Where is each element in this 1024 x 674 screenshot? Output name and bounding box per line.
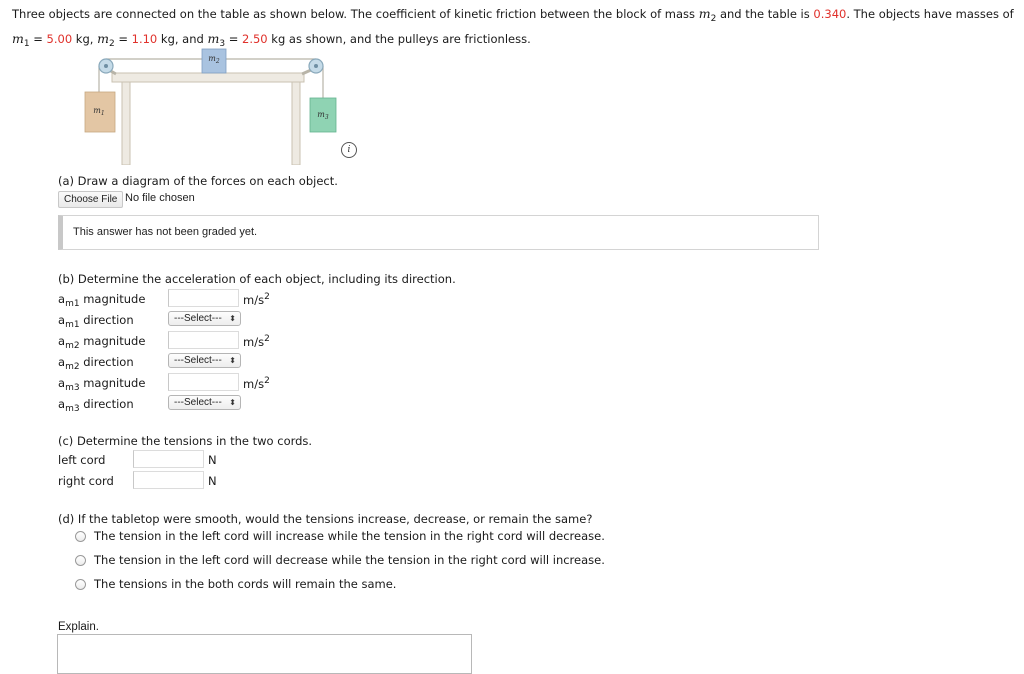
- table-top: [112, 73, 304, 82]
- mass-m3-value: 2.50: [242, 32, 268, 46]
- am3-unit: $m/s^2$: [243, 376, 270, 391]
- am2-direction-select[interactable]: ---Select--- ⬍: [168, 353, 241, 368]
- right-cord-label: right cord: [58, 474, 114, 488]
- option-3-radio[interactable]: [75, 579, 86, 590]
- mass-m1-value: 5.00: [46, 32, 73, 46]
- am3-magnitude-input[interactable]: [168, 373, 239, 391]
- friction-coefficient: 0.340: [813, 7, 847, 21]
- am1-direction-label: $a_{m1}$ direction: [58, 313, 134, 330]
- problem-statement: Three objects are connected on the table as shown below. The coefficient of kinetic friction between the block of mass $m_2$ and the table is 0.340. The objects have masses of $m_1 = 5.00$ kg, $m_2 = 1.10$ kg, and $m_3 = 2.50$ kg as shown, and the pulleys are frictionless.: [12, 6, 1014, 49]
- right-cord-input[interactable]: [133, 471, 204, 489]
- pulley-diagram: [82, 40, 362, 165]
- mass-m2-value: 1.10: [131, 32, 158, 46]
- explain-textarea[interactable]: [57, 634, 472, 674]
- part-c-question: (c) Determine the tensions in the two cords.: [58, 434, 313, 448]
- table-leg-right: [292, 82, 300, 165]
- choose-file-button[interactable]: Choose File: [58, 191, 123, 208]
- am1-unit: $m/s^2$: [243, 292, 270, 307]
- svg-text:m2: $m_2$: [208, 54, 220, 65]
- select-arrow-icon: ⬍: [229, 356, 236, 365]
- am2-magnitude-label: $a_{m2}$ magnitude: [58, 334, 146, 351]
- part-a-question: (a) Draw a diagram of the forces on each object.: [58, 174, 338, 188]
- am1-magnitude-input[interactable]: [168, 289, 239, 307]
- right-cord-unit: N: [208, 474, 217, 488]
- file-status: No file chosen: [125, 192, 195, 204]
- am1-direction-select[interactable]: ---Select--- ⬍: [168, 311, 241, 326]
- option-3-label[interactable]: The tensions in the both cords will remain the same.: [94, 577, 397, 591]
- am2-magnitude-input[interactable]: [168, 331, 239, 349]
- am3-magnitude-label: $a_{m3}$ magnitude: [58, 376, 146, 393]
- svg-text:m3: $m_3$: [317, 110, 329, 121]
- svg-text:m1: $m_1$: [93, 106, 105, 117]
- graded-notice-text: This answer has not been graded yet.: [73, 226, 258, 238]
- am3-direction-label: $a_{m3}$ direction: [58, 397, 134, 414]
- option-1-radio[interactable]: [75, 531, 86, 542]
- explain-label: Explain.: [58, 621, 99, 633]
- am2-unit: $m/s^2$: [243, 334, 270, 349]
- option-2-radio[interactable]: [75, 555, 86, 566]
- left-cord-input[interactable]: [133, 450, 204, 468]
- left-cord-label: left cord: [58, 453, 106, 467]
- table-leg-left: [122, 82, 130, 165]
- part-d-question: (d) If the tabletop were smooth, would the tensions increase, decrease, or remain the same?: [58, 512, 593, 526]
- info-icon[interactable]: i: [341, 142, 357, 158]
- am1-magnitude-label: $a_{m1}$ magnitude: [58, 292, 146, 309]
- select-arrow-icon: ⬍: [229, 314, 236, 323]
- am3-direction-select[interactable]: ---Select--- ⬍: [168, 395, 241, 410]
- part-b-question: (b) Determine the acceleration of each object, including its direction.: [58, 272, 456, 286]
- option-2-label[interactable]: The tension in the left cord will decrease while the tension in the right cord will increase.: [94, 553, 605, 567]
- select-arrow-icon: ⬍: [229, 398, 236, 407]
- left-cord-unit: N: [208, 453, 217, 467]
- am2-direction-label: $a_{m2}$ direction: [58, 355, 134, 372]
- option-1-label[interactable]: The tension in the left cord will increase while the tension in the right cord will decrease.: [94, 529, 605, 543]
